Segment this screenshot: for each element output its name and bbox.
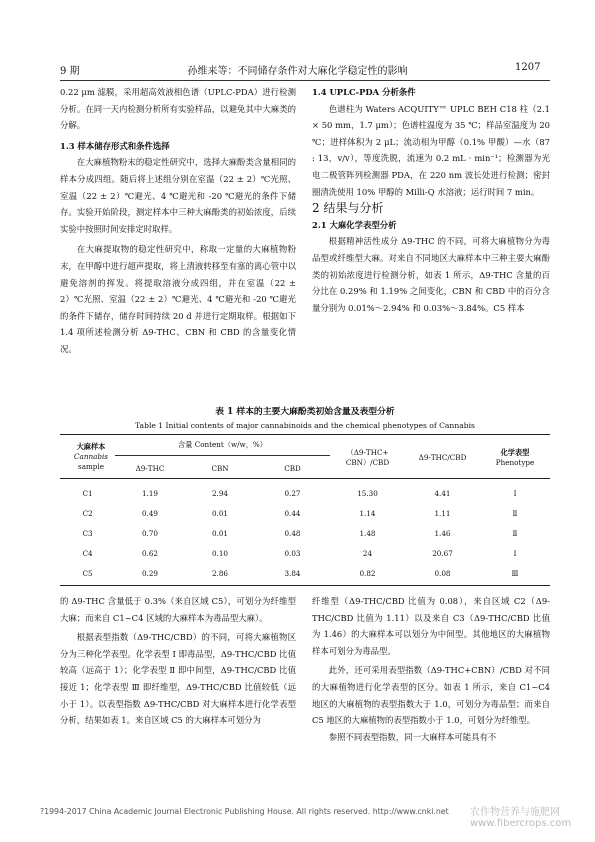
table-row: C5 0.29 2.86 3.84 0.82 0.08 Ⅲ — [82, 568, 519, 578]
site-watermark: 农作物营养与施肥网 www.fibercrops.com — [470, 807, 572, 829]
data-table — [60, 483, 550, 583]
right-column-top — [312, 84, 550, 316]
section-heading: 1.4 UPLC-PDA 分析条件 — [312, 87, 416, 97]
right-column-bottom — [312, 593, 550, 745]
table-caption-en: Table 1 Initial contents of major cannabinoids and the chemical phenotypes of Cannabis — [135, 421, 475, 430]
paragraph: 参照不同表型指数，同一大麻样本可能具有不 — [328, 731, 497, 742]
copyright-footer: ?1994-2017 China Academic Journal Electronic Publishing House. All rights reserved. http://www.cnki.net — [40, 807, 449, 816]
table-bottom-rule — [60, 585, 550, 586]
paragraph: 根据精神活性成分 Δ9-THC 的不同，可将大麻植物分为毒品型或纤维型大麻。对来自不同地区大麻样本中三种主要大麻酚类的初始浓度进行检测分析，如表 1 所示，Δ9-THC 含量的百分比在 0.29% 和 1.19% 之间变化，CBN 和 CBD 中的百分含量分别为 0.01%～2.94% 和 0.03%～3.84%。C5 样本 — [312, 236, 550, 313]
paragraph: 根据表型指数（Δ9-THC/CBD）的不同，可将大麻植物区分为三种化学表型。化学表型 Ⅰ 即毒品型，Δ9-THC/CBD 比值较高（远高于 1）；化学表型 Ⅱ 即中间型，Δ9-THC/CBD 比值接近 1；化学表型 Ⅲ 即纤维型，Δ9-THC/CBD 比值较低（远小于 1）。以表型指数 Δ9-THC/CBD 对大麻样本进行化学表型分析，结果如表 1。来自区域 C5 的大麻样本可划分为 — [60, 632, 296, 726]
paragraph: 的 Δ9-THC 含量低于 0.3%（来自区域 C5），可划分为纤维型大麻；而来自 C1~C4 区域的大麻样本为毒品型大麻）。 — [60, 596, 296, 623]
table-row: C3 0.70 0.01 0.48 1.48 1.46 Ⅱ — [82, 528, 518, 538]
table-row: C1 1.19 2.94 0.27 15.30 4.41 Ⅰ — [82, 488, 517, 498]
table-head-cbd: CBD — [284, 464, 301, 473]
table-head-ratio2: Δ9-THC/CBD — [418, 453, 467, 462]
table-head-thc: Δ9-THC — [135, 464, 165, 473]
table-head-rule — [60, 478, 550, 479]
table-head-sample: 大麻样本 Cannabis sample — [74, 442, 108, 471]
table-row: C4 0.62 0.10 0.03 24 20.67 Ⅰ — [82, 548, 517, 558]
issue-number: 9 期 — [60, 66, 80, 77]
chapter-heading: 2 结果与分析 — [312, 201, 384, 216]
paragraph: 0.22 μm 滤膜，采用超高效液相色谱（UPLC-PDA）进行检测分析。在同一天内检测分析所有实验样品，以避免其中大麻类的分解。 — [60, 87, 296, 131]
table-head-content: 含量 Content（w/w，%） — [178, 440, 267, 449]
running-title: 孙维来等：不同储存条件对大麻化学稳定性的影响 — [187, 66, 408, 77]
paragraph: 在大麻提取物的稳定性研究中，称取一定量的大麻植物粉末，在甲醇中进行超声提取，将上清液转移至有塞的离心管中以避免溶剂的挥发。将提取溶液分成四组，并在室温（22 ± 2）℃光照、室温（22 ± 2）℃避光、4 ℃避光和 -20 ℃避光的条件下储存，储存时间持续 20 d 并进行定期取样。根据如下 1.4 项所述检测分析 Δ9-THC、CBN 和 CBD 的含量变化情况。 — [60, 244, 296, 354]
table-row: C2 0.49 0.01 0.44 1.14 1.11 Ⅱ — [82, 508, 518, 518]
left-column-top — [60, 84, 296, 358]
table-caption-cn: 表 1 样本的主要大麻酚类初始含量及表型分析 — [215, 407, 395, 417]
table-head-phenotype: 化学表型 Phenotype — [495, 448, 535, 467]
header-rule — [60, 80, 550, 81]
section-heading: 1.3 样本储存形式和条件选择 — [60, 140, 170, 151]
left-column-bottom — [60, 593, 296, 729]
table-sub-rule — [115, 455, 330, 456]
table-head-cbn: CBN — [211, 464, 229, 473]
paragraph: 色谱柱为 Waters ACQUITY™ UPLC BEH C18 柱（2.1 × 50 mm，1.7 μm）；色谱柱温度为 35 ℃；样品室温度为 20 ℃；进样体积为 2 μL；流动相为甲醇（0.1% 甲酸）—水（87 : 13，v/v），等度洗脱，流速为 0.2 mL · min⁻¹；检测器为光电二极管阵列检测器 PDA，在 220 nm 波长处进行检测；密封圈清洗使用 10% 甲醇的 Milli-Q 水溶液；运行时间 7 min。 — [312, 103, 550, 197]
paragraph: 纤维型（Δ9-THC/CBD 比值为 0.08），来自区域 C2（Δ9-THC/CBD 比值为 1.11）以及来自 C3（Δ9-THC/CBD 比值为 1.46）的大麻样本可以划分为中间型。其他地区的大麻植物样本可划分为毒品型。 — [312, 596, 550, 656]
paragraph: 在大麻植物粉末的稳定性研究中，选择大麻酚类含量相同的样本分成四组。随后将上述组分别在室温（22 ± 2）℃光照、室温（22 ± 2）℃避光、4 ℃避光和 -20 ℃避光的条件下储存。实验开始阶段，测定样本中三种大麻酚类的初始浓度，后续实验中按照时间安排定时取样。 — [60, 157, 296, 234]
page-number: 1207 — [515, 62, 541, 73]
paragraph: 此外，还可采用表型指数（Δ9-THC+CBN）/CBD 对不同的大麻植物进行化学表型的区分。如表 1 所示，来自 C1~C4 地区的大麻植物的表型指数大于 1.0，可划分为毒品型；而来自 C5 地区的大麻植物的表型指数小于 1.0，可划分为纤维型。 — [312, 665, 550, 726]
section-heading: 2.1 大麻化学表型分析 — [312, 219, 397, 230]
table-head-ratio1: （Δ9-THC+ CBN）/CBD — [345, 448, 390, 467]
table-top-rule — [60, 434, 550, 435]
